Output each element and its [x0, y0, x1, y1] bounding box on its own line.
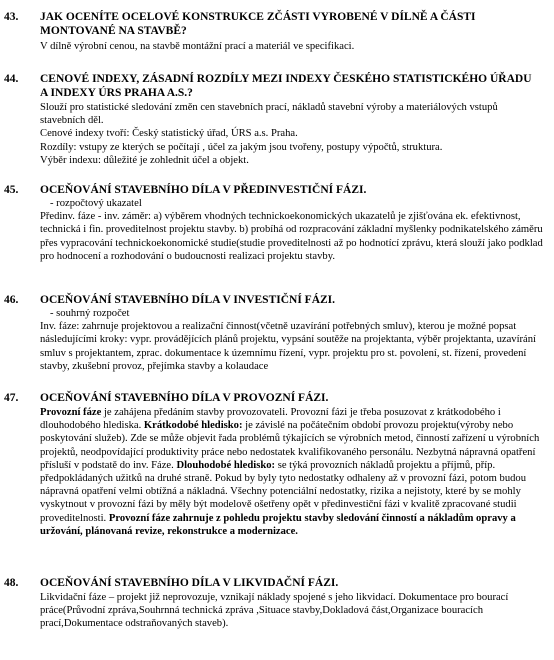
answer-line: Inv. fáze: zahrnuje projektovou a realizační činnost(včetně uzavírání potřebných smluv), kterou je možné popsat následujícími kroky: vypr. provádějících plánů projektu, vypsání soutěže na projektanta, výběr projektanta, uzavírání smluv s projektantem, zprac. dokumentace k územnímu řízení, vypr. projektu pro st. povolení, st. řízení, provedení stavby, zkušební provoz, přejímka stavby a kolaudace — [40, 321, 536, 372]
answer-text — [40, 307, 544, 373]
answer-line: Výběr indexu: důležité je zohlednit účel a objekt. — [40, 154, 249, 166]
answer-conclusion: Provozní fáze zahrnuje z pohledu projektu stavby sledování činností a nákladům opravy a uržování, plánovaná revize, rekonstrukce a modernizace. — [40, 512, 516, 537]
answer-text — [40, 406, 544, 538]
question-title: OCEŇOVÁNÍ STAVEBNÍHO DÍLA V PŘEDINVESTIČNÍ FÁZI. — [40, 184, 367, 196]
question-number: 43. — [4, 11, 19, 23]
answer-line: Likvidační fáze – projekt již neprovozuje, vznikají náklady spojené s jeho likvidací. Dokumentace pro bourací práce(Průvodní zpráva,Souhrnná technická zpráva ,Situace stavby,Dokladová část,Organizace bouracích prací,Dokumentace odstraňovaných staveb). — [40, 592, 509, 630]
answer-segment: je závislé na počátečním období provozu projektu(výroby nebo poskytování služeb). Zde se může objevit řada problémů týkajících se výrobních metod, činností zařízení u výrobních projektů, neodpovídající produktivity práce nebo nedostatek kvalifikovaného personálu. Nezbytná nápravná opatření přísluší v podstatě do inv. Fáze. — [40, 420, 540, 471]
answer-subtitle: - souhrný rozpočet — [50, 308, 130, 319]
question-number: 44. — [4, 73, 19, 85]
answer-line: V dílně výrobní cenou, na stavbě montážní prací a materiál ve specifikaci. — [40, 41, 355, 52]
answer-text — [40, 40, 544, 53]
answer-paragraph — [40, 406, 544, 538]
answer-text — [40, 197, 544, 263]
question-number: 46. — [4, 294, 19, 306]
answer-line: Předinv. fáze - inv. záměr: a) výběrem vhodných technickoekonomických ukazatelů je zjišťována ek. efektivnost, technická i fin. proveditelnost projektu stavby. b) probíhá od rozpracování základní myšlenky podnikatelského záměru přes vypracování technickoekonomické studie(studie proveditelnosti až po hodnotící zprávu, která slouží jako podklad pro hodnocení a rozhodování o budoucnosti realizaci projektu stavby. — [40, 211, 543, 262]
answer-text — [40, 101, 544, 167]
answer-subtitle: - rozpočtový ukazatel — [50, 198, 142, 209]
dlouhodobe-hledisko-term: Dlouhodobé hledisko: — [176, 459, 276, 471]
answer-segment: je zahájena předáním stavby provozovateli. Provozní fázi je třeba posuzovat z krátkodobého i dlouhodobého hlediska. — [40, 407, 501, 432]
answer-line: Rozdíly: vstupy ze kterých se počítají , účel za jakým jsou tvořeny, postupy výpočtů, struktura. — [40, 141, 443, 153]
question-title: OCEŇOVÁNÍ STAVEBNÍHO DÍLA V PROVOZNÍ FÁZI. — [40, 392, 329, 404]
question-number: 48. — [4, 577, 19, 589]
answer-text — [40, 591, 544, 631]
answer-line: Slouží pro statistické sledování změn cen stavebních prací, nákladů stavební výroby a materiálových vstupů stavebních děl. — [40, 102, 498, 127]
question-title: OCEŇOVÁNÍ STAVEBNÍHO DÍLA V INVESTIČNÍ FÁZI. — [40, 294, 336, 306]
question-title: JAK OCENÍTE OCELOVÉ KONSTRUKCE ZČÁSTI VYROBENÉ V DÍLNĚ A ČÁSTI MONTOVANÉ NA STAVBĚ? — [40, 11, 476, 37]
question-title: OCEŇOVÁNÍ STAVEBNÍHO DÍLA V LIKVIDAČNÍ FÁZI. — [40, 577, 339, 589]
answer-segment: se týká provozních nákladů projektu a příjmů, příp. předpokládaných užitků na druhé straně. Pokud by byly tyto nedostatky odhaleny až v provozní fázi, potom budou nápravná opatření velmi obtížná a nákladná. Všechny potenciální nedostatky, rizika a nejistoty, které by se mohly vyskytnout v provozní fázi by měly být modelově ošetřeny opět v předinvestiční fázi v kvalitě zpracované studii proveditelnosti. — [40, 459, 527, 524]
question-number: 47. — [4, 392, 19, 404]
question-number: 45. — [4, 184, 19, 196]
question-title: CENOVÉ INDEXY, ZÁSADNÍ ROZDÍLY MEZI INDEXY ČESKÉHO STATISTICKÉHO ÚŘADU A INDEXY ÚRS PRAHA A.S.? — [40, 73, 532, 99]
provozni-faze-term: Provozní fáze — [40, 407, 102, 418]
answer-line: Cenové indexy tvoří: Český statistický úřad, ÚRS a.s. Praha. — [40, 128, 298, 140]
kratkodobe-hledisko-term: Krátkodobé hledisko: — [143, 420, 243, 432]
